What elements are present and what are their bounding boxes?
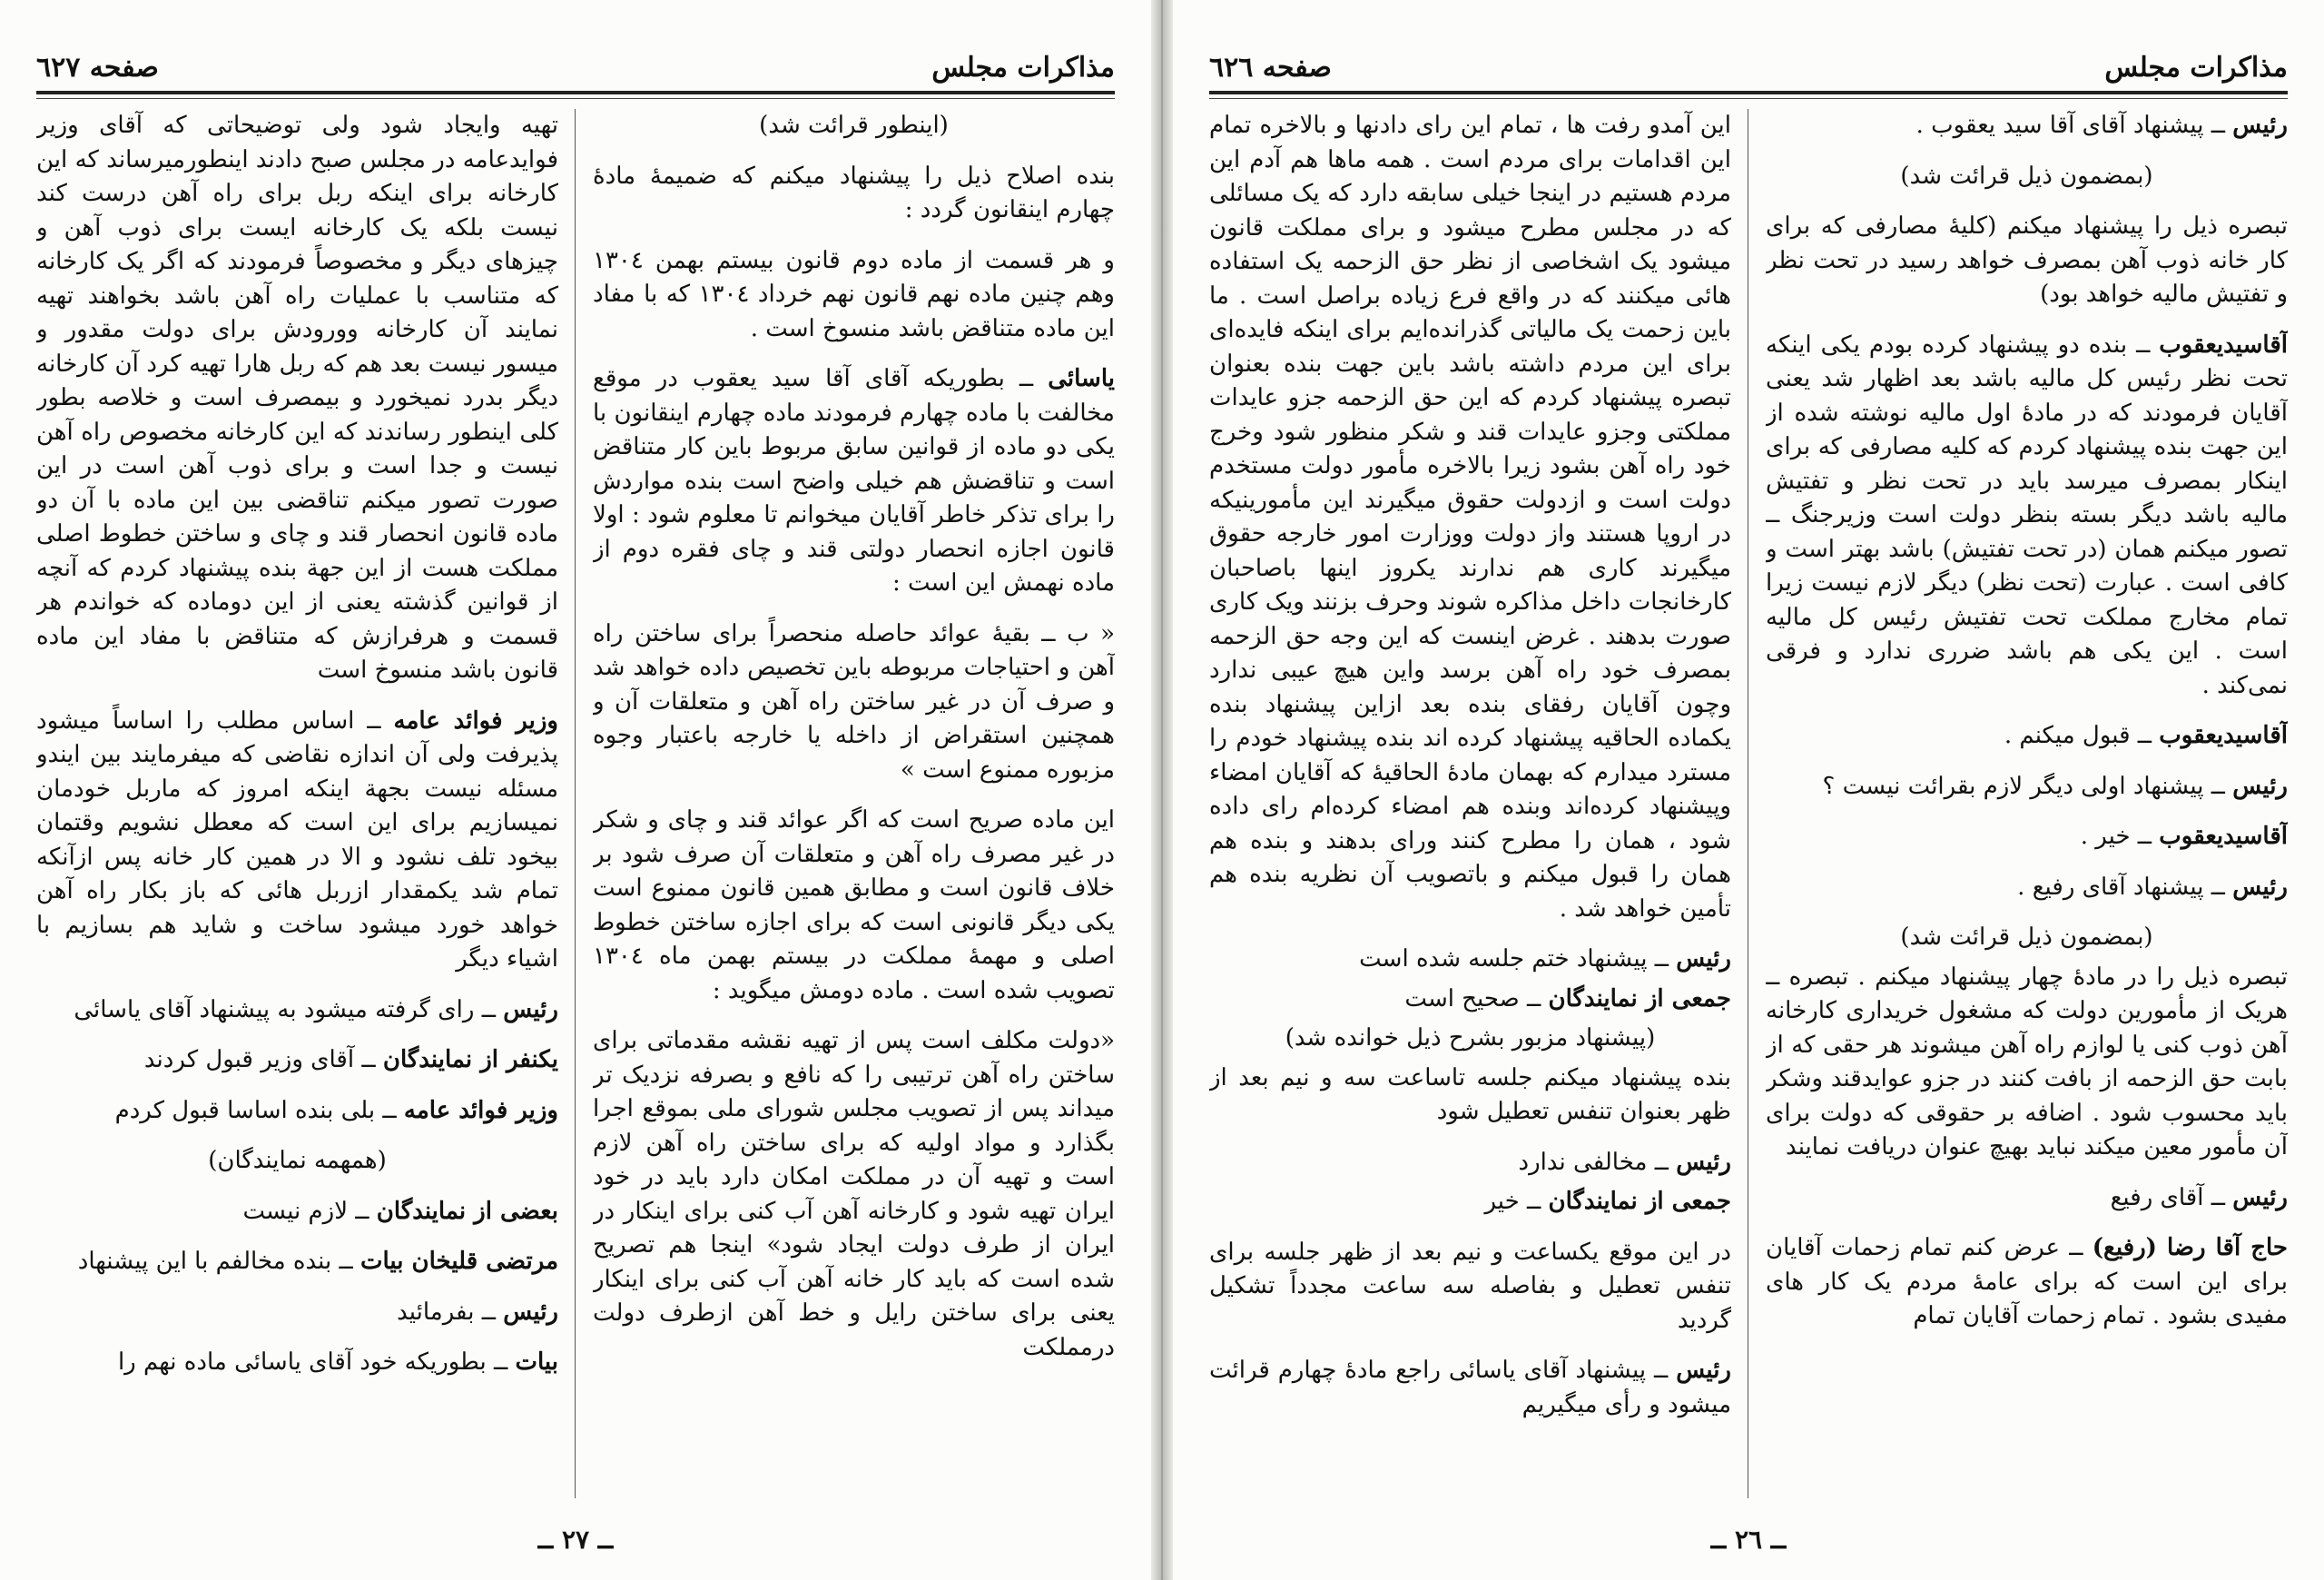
right-page-column-right [1766,109,2288,1507]
left-header-rule [36,91,1115,94]
paragraph: یاسائی ــ بطوریکه آقای آقا سید یعقوب در موقع مخالفت با ماده چهارم فرمودند ماده چهارم اینقانون با یکی دو ماده از قوانین سابق مربوط باین کار متناقض است و تناقضش هم خیلی واضح است بنده مواردش را برای تذکر خاطر آقایان میخوانم تا معلوم شود : اولا قانون اجازه انحصار دولتی قند و چای فقره دوم از ماده نهمش این است : [593,365,1115,597]
book-gutter [1151,0,1173,1580]
paragraph: رئیس ــ پیشنهاد آقای یاسائی راجع مادهٔ چهارم قرائت میشود و رأی میگیریم [1209,1357,1731,1418]
paragraph: بیات ــ بطوریکه خود آقای یاسائی ماده نهم را [117,1348,558,1376]
paragraph: وزیر فوائد عامه ــ اساس مطلب را اساساً میشود پذیرفت ولی آن اندازه نقاضی که میفرمایند بین ایندو مسئله نیست بجهة اینکه امروز که ماربل خودمان نمیسازیم برای این است که معطل نشویم وقتمان بیخود تلف نشود و الا در همین کار خانه پس ازآنکه تمام شد یکمقدار ازربل هائی که باز بکار راه آهن خواهد خورد میشود ساخت و شاید هم بسازیم با اشیاء دیگر [36,706,558,973]
paragraph: تهیه وایجاد شود ولی توضیحاتی که آقای وزیر فوایدعامه در مجلس صبح دادند اینطورمیرساند که این کارخانه برای اینکه ربل برای راه آهن درست کند نیست بلکه یک کارخانه ایست برای ذوب آهن و چیزهای دیگر و مخصوصاً فرمودند که اگر یک کارخانه که متناسب با عملیات راه آهن باشد بخواهند تهیه نمایند آن کارخانه وورودش برای دولت مقدور و میسور نیست بعد هم که ربل هارا تهیه کرد آن کارخانه دیگر بدرد نمیخورد و بیمصرف است و خلاصه بطور کلی اینطور رساندند که این کارخانه مخصوص راه آهن نیست و جدا است و برای ذوب آهن است در این صورت تصور میکنم تناقضی بین این ماده با آن دو ماده قانون انحصار قند و چای و ساختن خطوط اصلی مملکت هست از این جهة بنده پیشنهاد کردم که آنچه از قوانین گذشته یعنی از این دوماده که خواندم هر قسمت و هرفرازش که متناقض با مفاد این ماده قانون باشد منسوخ است [36,112,558,684]
right-page-column-left [1209,109,1731,1507]
paragraph: (پیشنهاد مزبور بشرح ذیل خوانده شد) [1285,1024,1656,1052]
paragraph: (همهمه نمایندگان) [208,1147,387,1174]
paragraph: بنده اصلاح ذیل را پیشنهاد میکنم که ضمیمهٔ مادهٔ چهارم اینقانون گردد : [593,162,1115,223]
paragraph: بنده پیشنهاد میکنم جلسه تاساعت سه و نیم بعد از ظهر بعنوان تنفس تعطیل شود [1209,1063,1731,1125]
paragraph: در این موقع یکساعت و نیم بعد از ظهر جلسه برای تنفس تعطیل و بفاصله سه ساعت مجدداً تشکیل گردید [1209,1238,1731,1334]
paragraph: رئیس ــ آقای رفیع [2110,1183,2288,1211]
paragraph: و هر قسمت از ماده دوم قانون بیستم بهمن ١٣٠٤ وهم چنین ماده نهم قانون نهم خرداد ١٣٠٤ که با مفاد این ماده متناقض باشد منسوخ است . [593,246,1115,342]
paragraph: (اینطور قرائت شد) [759,112,949,139]
paragraph: رئیس ــ پیشنهاد آقای رفیع . [2017,873,2288,901]
right-header-rule [1209,91,2288,94]
paragraph: تبصره ذیل را پیشنهاد میکنم (کلیهٔ مصارفی که برای کار خانه ذوب آهن بمصرف خواهد رسید در تحت نظر و تفتیش مالیه خواهد بود) [1766,212,2288,308]
left-header-rule-thin [36,98,1115,99]
left-page-number: ــ ٢٧ ــ [537,1525,614,1555]
paragraph: آقاسیدیعقوب ــ بنده دو پیشنهاد کرده بودم یکی اینکه تحت نظر رئیس کل مالیه باشد بعد اظهار شد یعنی آقایان فرمودند که در مادهٔ اول مالیه نوشته شده از این جهت بنده پیشنهاد کردم که کلیه مصارفی که برای اینکار بمصرف میرسد باید در تحت نظر و تفتیش مالیه باشد دیگر بسته بنظر دولت است وزیرجنگ ــ تصور میکنم همان (در تحت تفتیش) باشد بهتر است و کافی است . عبارت (تحت نظر) دیگر لازم نیست زیرا تمام مخارج مملکت تحت تفتیش رئیس کل مالیه است . این یکی هم باشد ضرری ندارد و فرقی نمی‌کند . [1766,331,2288,699]
paragraph: « ب ــ بقیهٔ عوائد حاصله منحصراً برای ساختن راه آهن و احتیاجات مربوطه باین تخصیص داده خواهد شد و صرف آن در غیر ساختن راه آهن و متعلقات آن و همچنین استقراض از داخله یا خارجه باعتبار وجوه مزبوره ممنوع است » [593,619,1115,784]
paragraph: حاج آقا رضا (رفیع) ــ عرض کنم تمام زحمات آقایان برای این است که برای عامهٔ مردم یک کار های مفیدی بشود . تمام زحمات آقایان تمام [1766,1234,2288,1329]
paragraph: «دولت مکلف است پس از تهیه نقشه مقدماتی برای ساختن راه آهن ترتیبی را که نافع و بصرفه نزدیک تر میداند پس از تصویب مجلس شورای ملی بموقع اجرا بگذارد و مواد اولیه که برای ساختن راه آهن لازم است و تهیه آن در مملکت امکان دارد باید در خود ایران تهیه شود و کارخانه آهن آب کنی برای اینکار در ایران از طرف دولت ایجاد شود» اینجا هم تصریح شده است که باید کار خانه آهن آب کنی برای اینکار یعنی برای ساختن رایل و خط آهن ازطرف دولت درمملکت [593,1027,1115,1361]
paragraph: یکنفر از نمایندگان ــ آقای وزیر قبول کردند [143,1046,558,1073]
paragraph: وزیر فوائد عامه ــ بلی بنده اساسا قبول کردم [114,1096,558,1124]
paragraph: این ماده صریح است که اگر عوائد قند و چای و شکر در غیر مصرف راه آهن و متعلقات آن صرف شود بر خلاف قانون است و مطابق همین قانون ممنوع است یکی دیگر قانونی است که برای اجازه ساختن خطوط اصلی و مهمهٔ مملکت در بیستم بهمن ماه ١٣٠٤ تصویب شده است . ماده دومش میگوید : [593,806,1115,1004]
paragraph: تبصره ذیل را در مادهٔ چهار پیشنهاد میکنم . تبصره ــ هریک از مأمورین دولت که مشغول خریداری کارخانه آهن ذوب کنی یا لوازم راه آهن میشوند هر حقی که از بابت حق الزحمه از بافت کنند در جزو عوایدقند وشکر باید محسوب شود . اضافه بر حقوقی که دولت برای آن مأمور معین میکند نباید بهیچ عنوان دریافت نمایند [1766,963,2288,1160]
paragraph: رئیس ــ پیشنهاد ختم جلسه شده است [1359,945,1731,973]
right-header-rule-thin [1209,98,2288,99]
right-page-header [1209,25,2288,84]
paragraph: این آمدو رفت ها ، تمام این رای دادنها و بالاخره تمام این اقدامات برای مردم است . همه ماها هم آدم این مردم هستیم در اینجا خیلی سابقه دارد که یک مسائلی که در مجلس مطرح میشود و برای مملکت قانون میشود یک اشخاصی از نظر حق الزحمه یک استفاده هائی میکنند که در واقع فرع زیاده براصل است . ما باین زحمت یک مالیاتی گذرانده‌ایم برای اینکه فایده‌ای برای این مردم داشته باشد باین جهت بنده بعنوان تبصره پیشنهاد کردم که این حق الزحمه جزو عایدات مملکتی وجزو عایدات قند و شکر منظور شود وخرج خود راه آهن بشود زیرا بالاخره مأمور دولت مستخدم دولت است و ازدولت حقوق میگیرند این مأمورینیکه در اروپا هستند واز دولت ووزارت امور خارجه حقوق میگیرند کاری هم ندارند یکروز اینها باصاحبان کارخانجات داخل مذاکره شوند وحرف بزنند ویک کاری صورت بدهند . غرض اینست که این وجه حق الزحمه بمصرف خود راه آهن برسد واین هیچ عیبی ندارد وچون آقایان رفقای بنده بعد ازاین پیشنهاد بنده یکماده الحاقیه پیشنهاد کرده اند بنده پیشنهاد خودم را مسترد میدارم که بهمان مادهٔ الحاقیهٔ که آقایان امضاء وپیشنهاد کرده‌اند وبنده هم امضاء کرده‌ام رای داده شود ، همان را مطرح کنند ورای بدهند و بنده هم همان را قبول میکنم و باتصویب آن نظریه بنده هم تأمین خواهد شد . [1209,112,1731,923]
paragraph: رئیس ــ مخالفی ندارد [1518,1148,1731,1176]
right-page [1173,0,2324,1580]
paragraph: آقاسیدیعقوب ــ قبول میکنم . [2004,722,2288,749]
paragraph: مرتضی قلیخان بیات ــ بنده مخالفم با این پیشنهاد [77,1248,558,1275]
paragraph: (بمضمون ذیل قرائت شد) [1900,923,2153,951]
right-header-title: مذاکرات مجلس [2104,52,2288,84]
paragraph: جمعی از نمایندگان ــ خیر [1484,1188,1731,1215]
left-header-title: مذاکرات مجلس [931,52,1115,84]
right-header-page-label: صفحه ٦٢٦ [1209,52,1332,84]
paragraph: رئیس ــ بفرمائید [397,1298,558,1326]
left-page-header [36,25,1115,84]
left-page-column-left [36,109,558,1507]
paragraph: رئیس ــ رای گرفته میشود به پیشنهاد آقای یاسائی [74,995,558,1023]
left-header-page-label: صفحه ٦٢٧ [36,52,159,84]
paragraph: بعضی از نمایندگان ــ لازم نیست [242,1197,558,1225]
left-column-divider [575,109,576,1498]
left-page [0,0,1151,1580]
paragraph: رئیس ــ پیشنهاد اولی دیگر لازم بقرائت نیست ؟ [1822,772,2288,800]
paragraph: (بمضمون ذیل قرائت شد) [1900,162,2153,190]
right-page-number: ــ ٢٦ ــ [1710,1525,1787,1555]
paragraph: رئیس ــ پیشنهاد آقای آقا سید یعقوب . [1915,112,2288,139]
paragraph: جمعی از نمایندگان ــ صحیح است [1404,984,1731,1012]
paragraph: آقاسیدیعقوب ــ خیر . [2080,823,2288,850]
left-page-column-right [593,109,1115,1507]
